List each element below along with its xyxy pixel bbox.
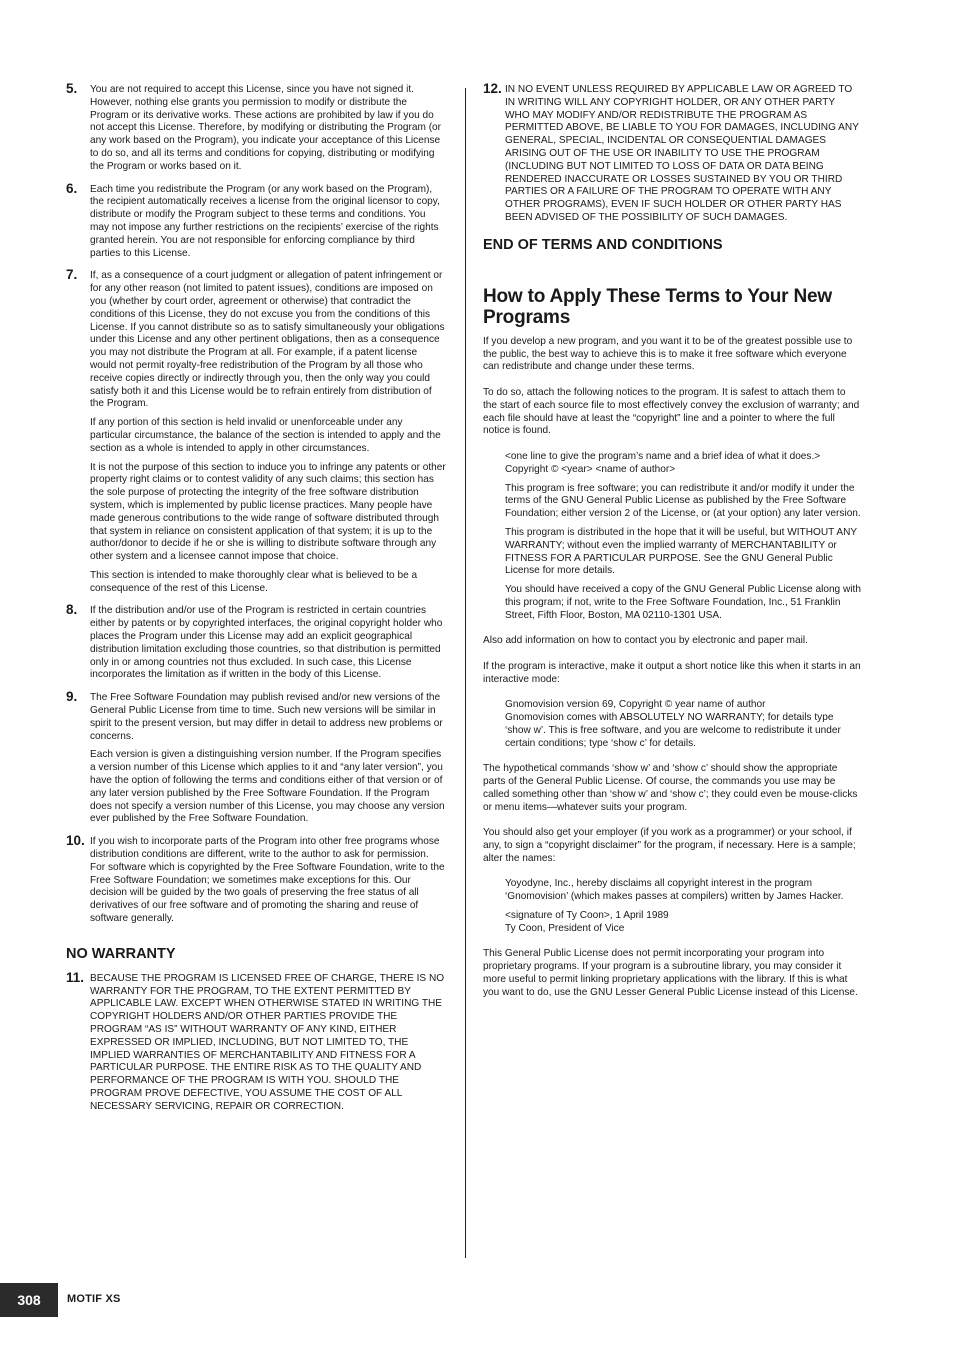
notice-no-warranty: This program is distributed in the hope that it will be useful, but WITHOUT ANY WARRANTY; without even the implied warranty of MERCHANTABILITY or FITNESS FOR A PARTICULAR PURPOSE. See the GNU General Public License for more details.	[505, 526, 857, 577]
item-number: 10.	[66, 833, 85, 849]
item-number: 12.	[483, 81, 502, 96]
intro-paragraph: If you develop a new program, and you want it to be of the greatest possible use to the public, the best way to achieve this is to make it free software which everyone can redistribute and change under these terms.	[483, 335, 853, 373]
column-divider	[465, 88, 466, 1258]
item-paragraph: The Free Software Foundation may publish revised and/or new versions of the General Public License from time to time. Such new versions will be similar in spirit to the present version, but may differ in detail to address new problems or concerns.	[90, 692, 443, 742]
item-paragraph: It is not the purpose of this section to induce you to infringe any patents or other property right claims or to contest validity of any such claims; this section has the sole purpose of protecting the integrity of the free software distribution system, which is implemented by public license practices. Many people have made generous contributions to the wide range of software distributed through that system in reliance on consistent application of that system; it is up to the author/donor to decide if he or she is willing to distribute software through any other system and a licensee cannot impose that choice.	[90, 461, 446, 563]
item-paragraph: You are not required to accept this License, since you have not signed it. However, nothing else grants you permission to modify or distribute the Program or its derivative works. These actions are prohibited by law if you do not accept this License. Therefore, by modifying or distributing the Program (or any work based on the Program), you indicate your acceptance of this License to do so, and all its terms and conditions for copying, distributing or modifying the Program or works based on it.	[90, 84, 442, 172]
attach-notice-paragraph: To do so, attach the following notices to the program. It is safest to attach them to the start of each source file to most effectively convey the exclusion of warranty; and each file should have at least the “copyright” line and a pointer to where the full notice is found.	[483, 386, 860, 437]
item-paragraph: Each version is given a distinguishing version number. If the Program specifies a version number of this License which applies to it and “any later version”, you have the option of following the terms and conditions either of that version or of any later version published by the Free Software Foundation. If the Program does not specify a version number of this License, you may choose any version ever published by the Free Software Foundation.	[90, 749, 445, 825]
item-number: 9.	[66, 689, 78, 705]
how-to-apply-heading: How to Apply These Terms to Your New Programs	[483, 285, 832, 328]
end-of-terms-heading: END OF TERMS AND CONDITIONS	[483, 236, 723, 253]
right-column	[483, 81, 861, 1012]
notice-copy-received: You should have received a copy of the GNU General Public License along with this program; if not, write to the Free Software Foundation, Inc., 51 Franklin Street, Fifth Floor, Boston, MA 02110-1301 USA.	[505, 584, 861, 621]
license-item-5	[66, 81, 446, 174]
notice-program-line: <one line to give the program’s name and a brief idea of what it does.>	[505, 450, 821, 462]
notice-copyright-line: Copyright © <year> <name of author>	[505, 463, 676, 475]
signature-block	[483, 910, 861, 936]
gnomovision-version-line: Gnomovision version 69, Copyright © year name of author	[505, 699, 766, 711]
signature-line: <signature of Ty Coon>, 1 April 1989	[505, 910, 669, 922]
signatory-line: Ty Coon, President of Vice	[505, 922, 625, 934]
license-item-10	[66, 833, 446, 926]
item-paragraph: IN NO EVENT UNLESS REQUIRED BY APPLICABLE LAW OR AGREED TO IN WRITING WILL ANY COPYRIGHT HOLDER, OR ANY OTHER PARTY WHO MAY MODIFY AND/OR REDISTRIBUTE THE PROGRAM AS PERMITTED ABOVE, BE LIABLE TO YOU FOR DAMAGES, INCLUDING ANY GENERAL, SPECIAL, INCIDENTAL OR CONSEQUENTIAL DAMAGES ARISING OUT OF THE USE OR INABILITY TO USE THE PROGRAM (INCLUDING BUT NOT LIMITED TO LOSS OF DATA OR DATA BEING RENDERED INACCURATE OR LOSSES SUSTAINED BY YOU OR THIRD PARTIES OR A FAILURE OF THE PROGRAM TO OPERATE WITH ANY OTHER PROGRAMS), EVEN IF SUCH HOLDER OR OTHER PARTY HAS BEEN ADVISED OF THE POSSIBILITY OF SUCH DAMAGES.	[505, 84, 859, 223]
notice-free-software: This program is free software; you can redistribute it and/or modify it under the terms of the GNU General Public License as published by the Free Software Foundation; either version 2 of the License, or (at your option) any later version.	[505, 482, 861, 520]
hypothetical-commands-paragraph: The hypothetical commands ‘show w’ and ‘show c’ should show the appropriate parts of the General Public License. Of course, the commands you use may be called something other than ‘show w’ and ‘show c’; they could even be mouse-clicks or menu items—whatever suits your program.	[483, 763, 858, 813]
license-item-9	[66, 689, 446, 826]
item-paragraph: If you wish to incorporate parts of the Program into other free programs whose distribution conditions are different, write to the author to ask for permission. For software which is copyrighted by the Free Software Foundation, write to the Free Software Foundation; we sometimes make exceptions for this. Our decision will be guided by the two goals of preserving the free status of all derivatives of our free software and of promoting the sharing and reuse of software generally.	[90, 836, 445, 925]
license-item-11	[66, 969, 446, 1114]
yoyodyne-disclaimer: Yoyodyne, Inc., hereby disclaims all copyright interest in the program ‘Gnomovision’ (which makes passes at compilers) written by James Hacker.	[505, 878, 844, 903]
item-paragraph: If any portion of this section is held invalid or unenforceable under any particular circumstance, the balance of the section is intended to apply and the section as a whole is intended to apply in other circumstances.	[90, 417, 441, 454]
license-item-8	[66, 602, 446, 682]
item-paragraph: Each time you redistribute the Program (or any work based on the Program), the recipient automatically receives a license from the original licensor to copy, distribute or modify the Program subject to these terms and conditions. You may not impose any further restrictions on the recipients’ exercise of the rights granted herein. You are not responsible for enforcing compliance by third parties to this License.	[90, 183, 440, 259]
interactive-paragraph: If the program is interactive, make it output a short notice like this when it starts in an interactive mode:	[483, 660, 861, 685]
product-name: MOTIF XS	[67, 1293, 121, 1305]
license-item-12	[483, 81, 861, 225]
gnomovision-notice	[483, 699, 861, 750]
contact-paragraph: Also add information on how to contact you by electronic and paper mail.	[483, 635, 808, 647]
item-number: 8.	[66, 602, 78, 618]
license-item-7	[66, 267, 446, 595]
item-paragraph: BECAUSE THE PROGRAM IS LICENSED FREE OF CHARGE, THERE IS NO WARRANTY FOR THE PROGRAM, TO THE EXTENT PERMITTED BY APPLICABLE LAW. EXCEPT WHEN OTHERWISE STATED IN WRITING THE COPYRIGHT HOLDERS AND/OR OTHER PARTIES PROVIDE THE PROGRAM “AS IS” WITHOUT WARRANTY OF ANY KIND, EITHER EXPRESSED OR IMPLIED, INCLUDING, BUT NOT LIMITED TO, THE IMPLIED WARRANTIES OF MERCHANTABILITY AND FITNESS FOR A PARTICULAR PURPOSE. THE ENTIRE RISK AS TO THE QUALITY AND PERFORMANCE OF THE PROGRAM IS WITH YOU. SHOULD THE PROGRAM PROVE DEFECTIVE, YOU ASSUME THE COST OF ALL NECESSARY SERVICING, REPAIR OR CORRECTION.	[90, 972, 445, 1112]
item-number: 7.	[66, 267, 78, 283]
license-item-6	[66, 180, 446, 261]
item-paragraph: This section is intended to make thoroughly clear what is believed to be a consequence of the rest of this License.	[90, 569, 418, 594]
closing-paragraph: This General Public License does not permit incorporating your program into proprietary programs. If your program is a subroutine library, you may consider it more useful to permit linking proprietary applications with the library. If this is what you want to do, use the GNU Lesser General Public License instead of this License.	[483, 948, 858, 998]
item-paragraph: If, as a consequence of a court judgment or allegation of patent infringement or for any other reason (not limited to patent issues), conditions are imposed on you (whether by court order, agreement or otherwise) that contradict the conditions of this License, they do not excuse you from the conditions of this License. If you cannot distribute so as to satisfy simultaneously your obligations under this License and any other pertinent obligations, then as a consequence you may not distribute the Program at all. For example, if a patent license would not permit royalty-free redistribution of the Program by all those who receive copies directly or indirectly through you, then the only way you could satisfy both it and this License would be to refrain entirely from distribution of the Program.	[90, 270, 445, 410]
item-number: 11.	[66, 969, 85, 985]
notice-header	[483, 451, 861, 477]
employer-paragraph: You should also get your employer (if you work as a programmer) or your school, if any, to sign a “copyright disclaimer” for the program, if necessary. Here is a sample; alter the names:	[483, 827, 856, 864]
no-warranty-heading: NO WARRANTY	[66, 945, 176, 962]
page-number: 308	[0, 1283, 58, 1317]
item-number: 5.	[66, 81, 78, 96]
item-paragraph: If the distribution and/or use of the Program is restricted in certain countries either by patents or by copyrighted interfaces, the original copyright holder who places the Program under this License may add an explicit geographical distribution limitation excluding those countries, so that distribution is permitted only in or among countries not thus excluded. In such case, this License incorporates the limitation as if written in the body of this License.	[90, 605, 443, 681]
item-number: 6.	[66, 180, 78, 196]
gnomovision-warranty-line: Gnomovision comes with ABSOLUTELY NO WARRANTY; for details type ‘show w’. This is free software, and you are welcome to redistribute it under certain conditions; type ‘show c’ for details.	[505, 712, 841, 749]
left-column	[66, 81, 446, 1124]
